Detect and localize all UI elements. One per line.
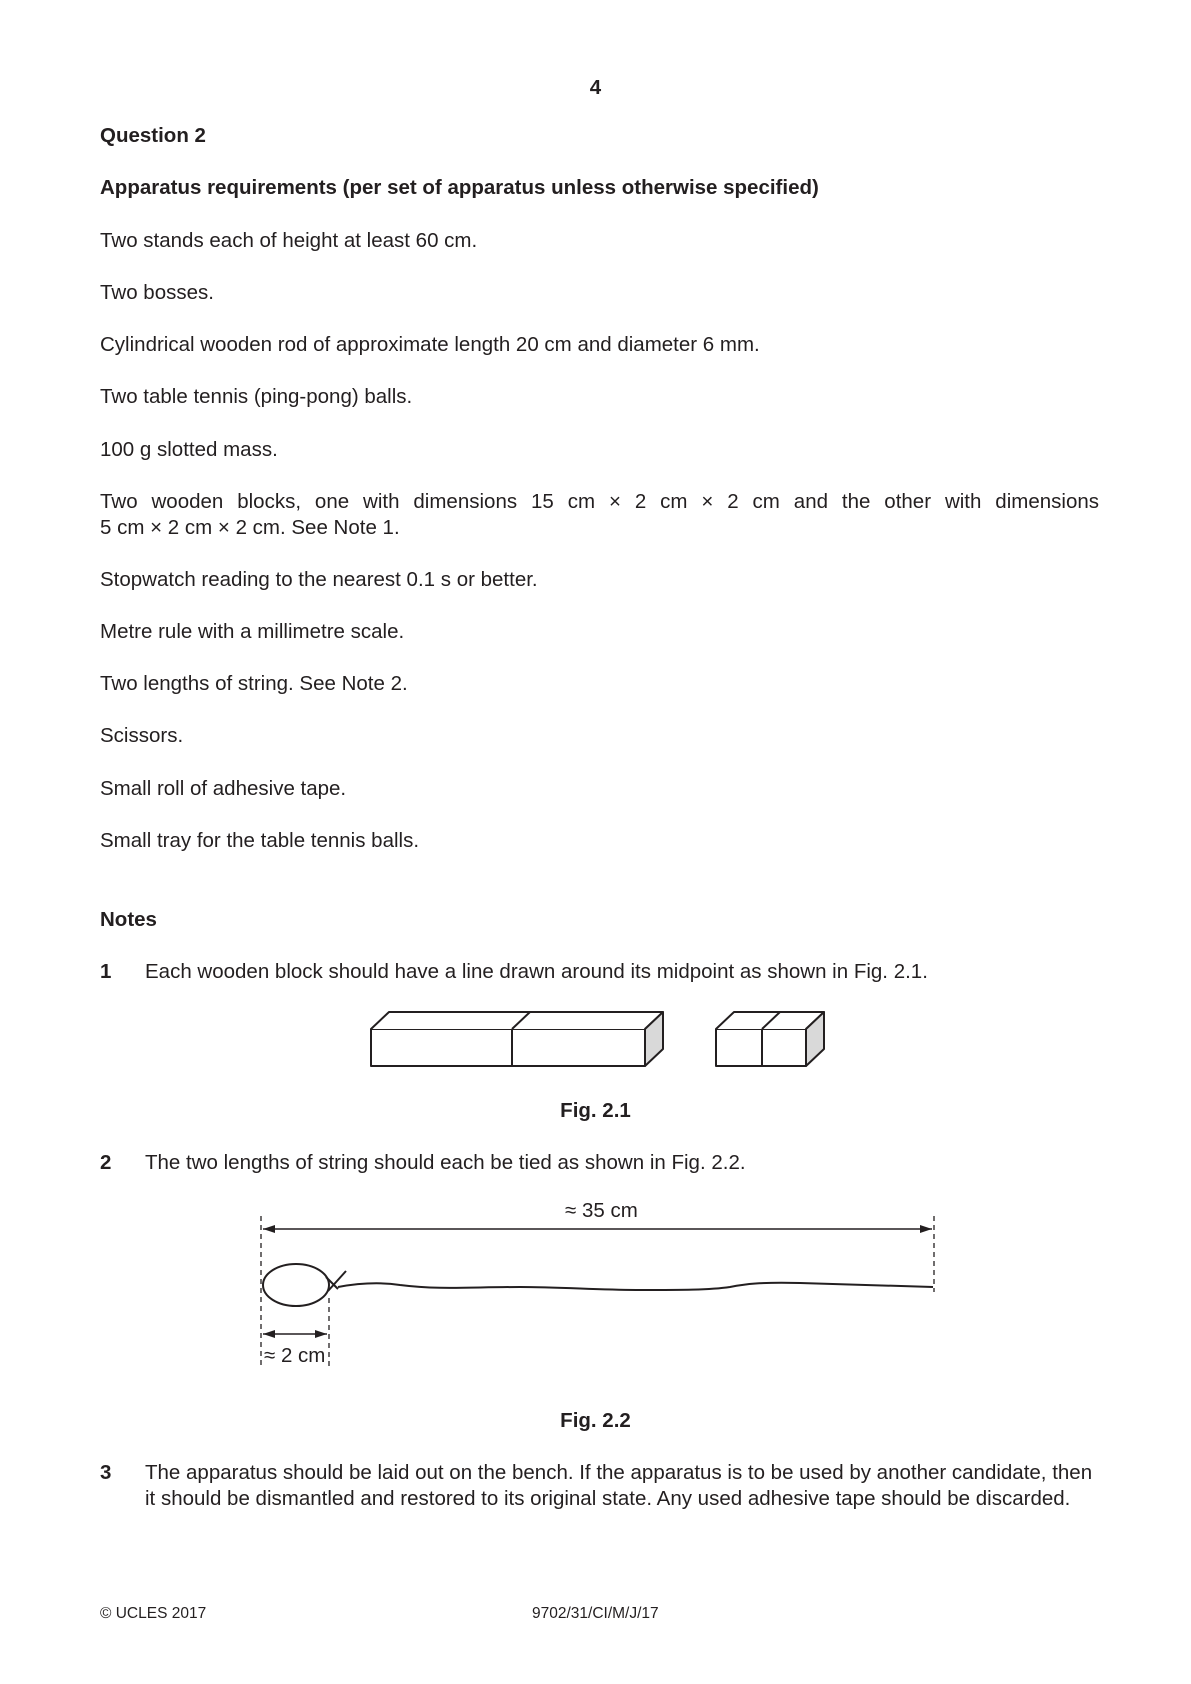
footer-paper-code: 9702/31/CI/M/J/17 [532,1605,659,1622]
note-number: 2 [100,1151,112,1174]
blocks-line-1: Two wooden blocks, one with dimensions 15 cm × 2 cm × 2 cm and the other with dimensions [100,490,1099,513]
loop-width-label: ≈ 2 cm [264,1344,326,1367]
note-text: Each wooden block should have a line drawn around its midpoint as shown in Fig. 2.1. [145,960,928,983]
apparatus-item: Metre rule with a millimetre scale. [100,620,405,643]
note-number: 1 [100,960,112,983]
apparatus-item: Stopwatch reading to the nearest 0.1 s or better. [100,568,538,591]
length-label: ≈ 35 cm [565,1199,638,1222]
apparatus-item: Two table tennis (ping-pong) balls. [100,385,413,408]
note-text: The apparatus should be laid out on the bench. If the apparatus is to be used by another candidate, then it should be dismantled and restored to its original state. Any used adhesive tape should be discarded. [145,1461,1093,1510]
apparatus-item: Two stands each of height at least 60 cm. [100,229,478,252]
apparatus-item: Two bosses. [100,281,214,304]
note-number: 3 [100,1461,112,1484]
question-title: Question 2 [100,124,206,147]
apparatus-item: Small tray for the table tennis balls. [100,829,420,852]
string-loop [263,1264,329,1306]
note-text: The two lengths of string should each be tied as shown in Fig. 2.2. [145,1151,746,1174]
notes-heading: Notes [100,908,157,931]
apparatus-item: 100 g slotted mass. [100,438,278,461]
blocks-line-2: 5 cm × 2 cm × 2 cm. See Note 1. [100,516,400,539]
apparatus-item: Cylindrical wooden rod of approximate length 20 cm and diameter 6 mm. [100,333,760,356]
apparatus-item: Two lengths of string. See Note 2. [100,672,408,695]
apparatus-heading: Apparatus requirements (per set of apparatus unless otherwise specified) [100,176,819,199]
page-number: 4 [589,76,602,99]
string [338,1283,933,1290]
loop-dimension-arrow [263,1330,327,1338]
fig-2-2-caption: Fig. 2.2 [560,1409,631,1432]
footer-copyright: © UCLES 2017 [100,1605,207,1622]
apparatus-item: Small roll of adhesive tape. [100,777,347,800]
fig-2-1-caption: Fig. 2.1 [560,1099,631,1122]
length-dimension-arrow [263,1225,932,1233]
apparatus-item: Scissors. [100,724,184,747]
